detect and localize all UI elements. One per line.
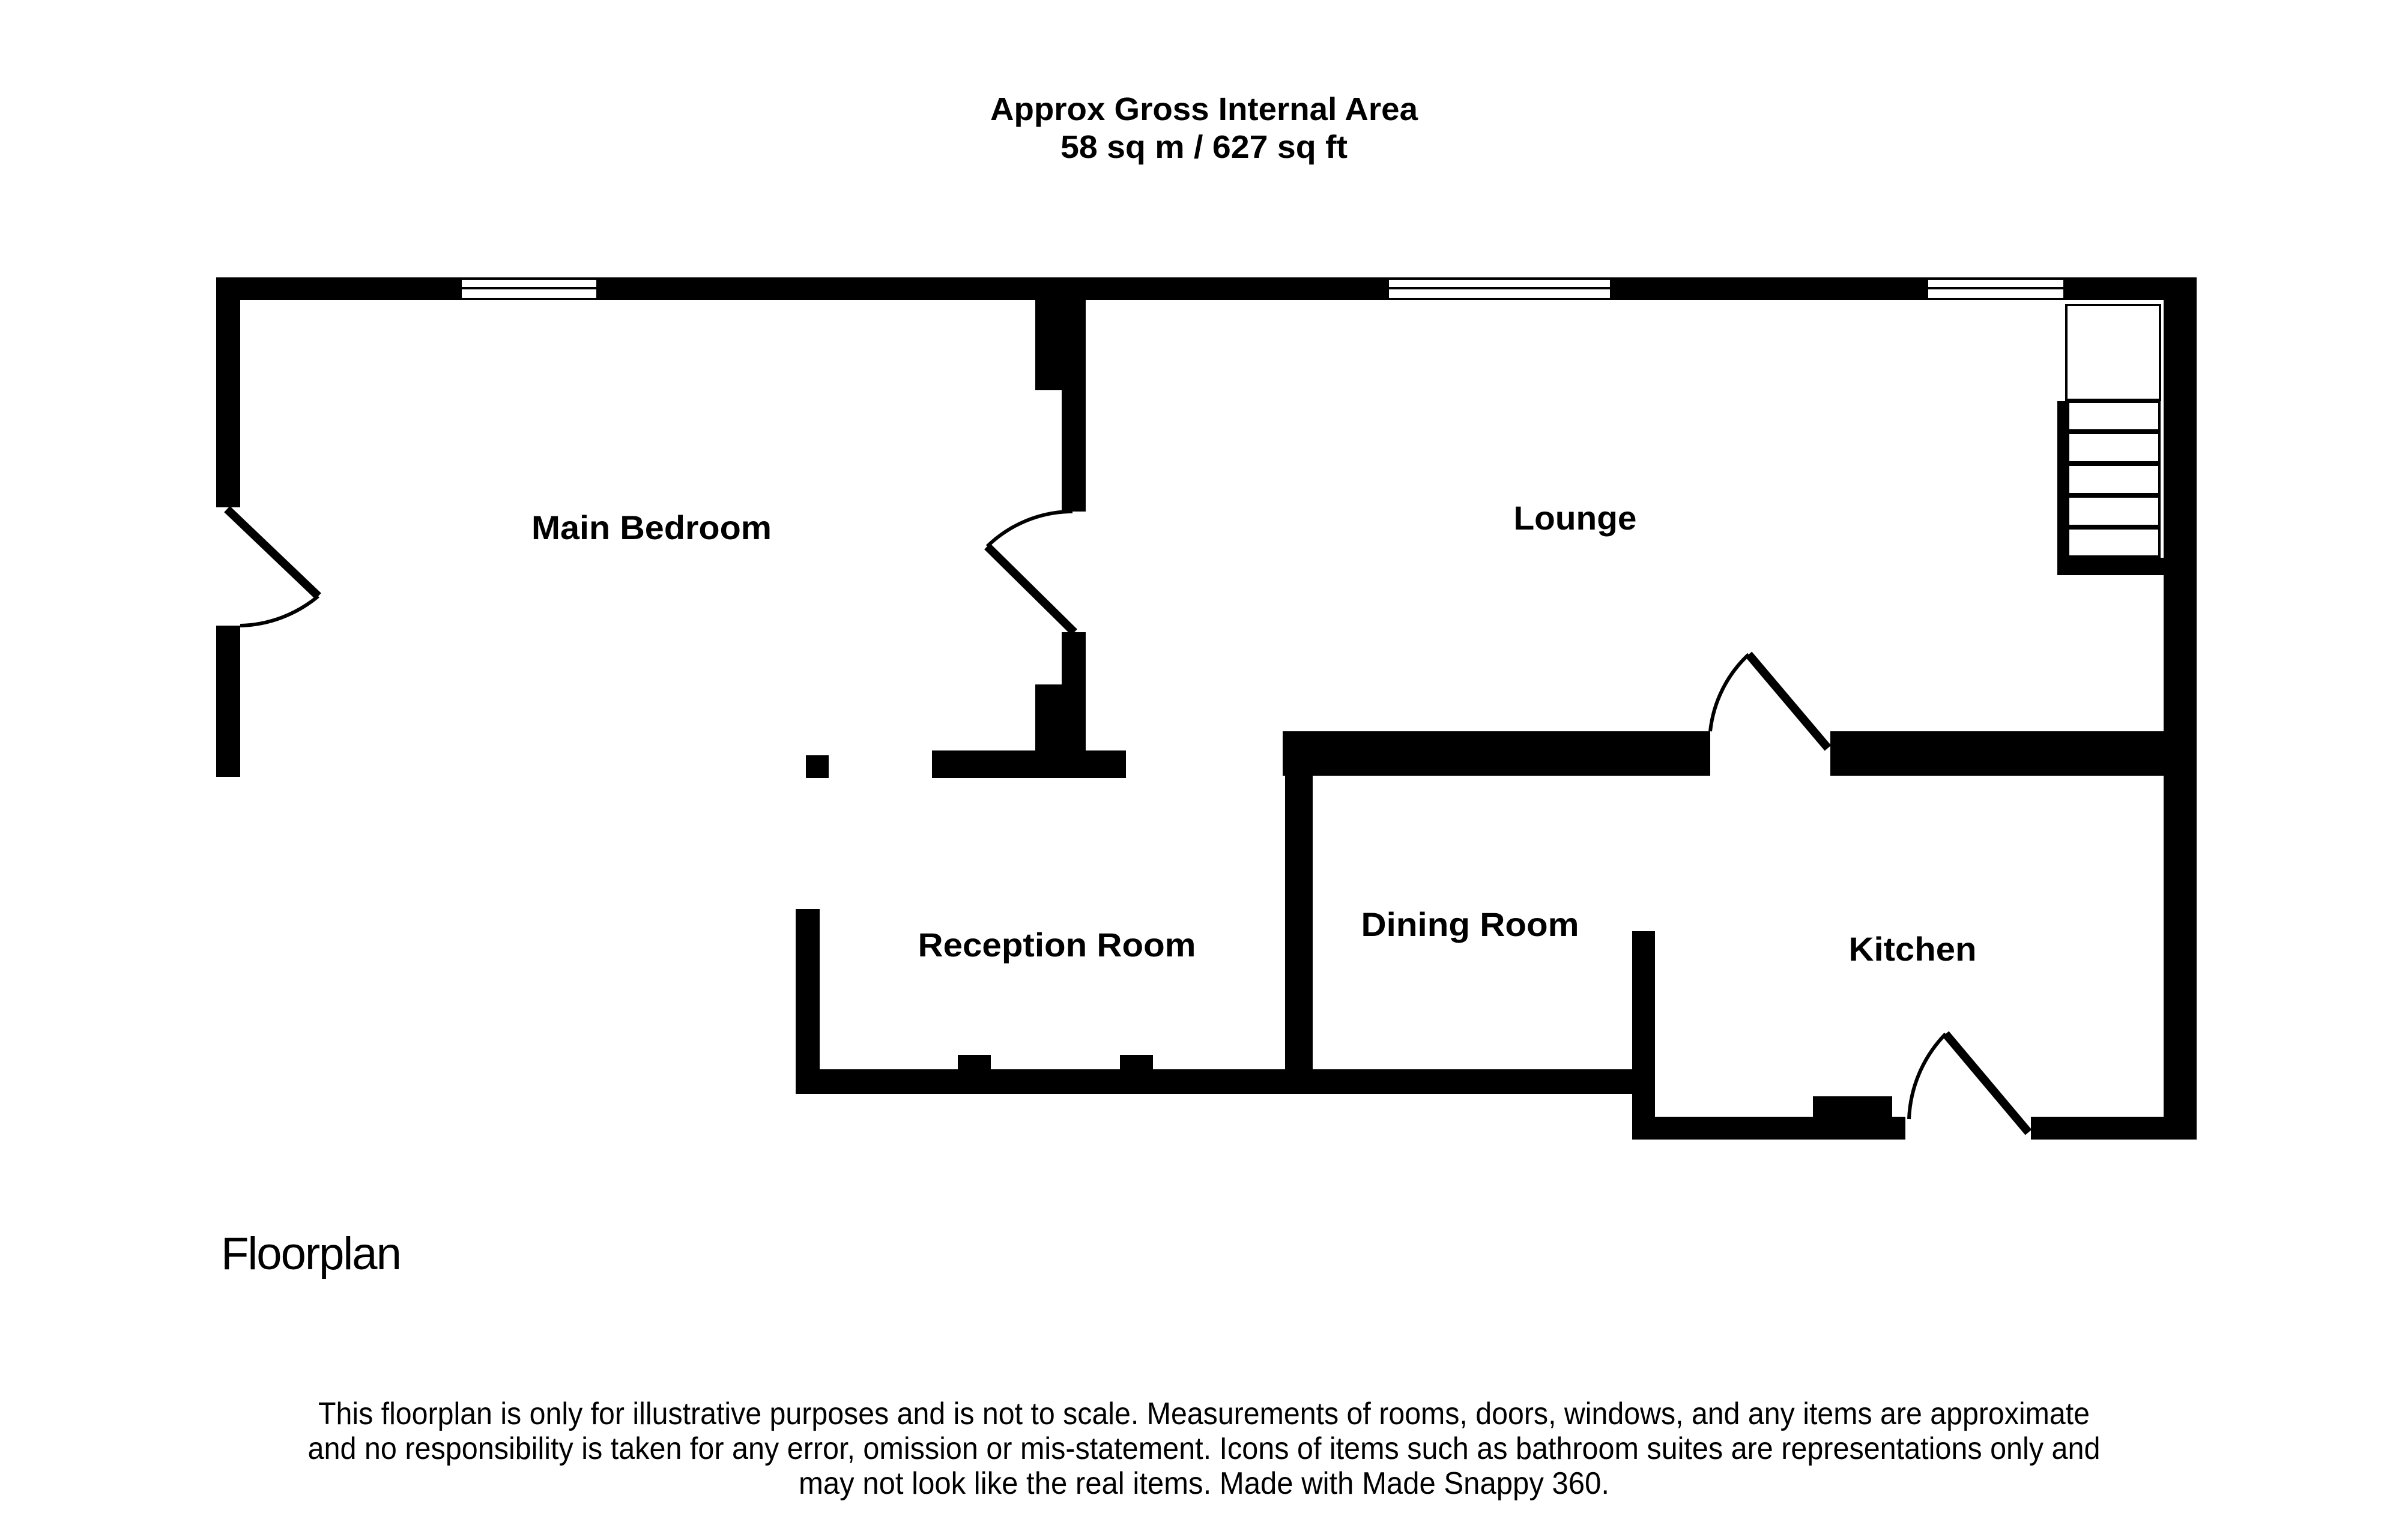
title-block	[990, 91, 1418, 165]
wall-left-lower	[216, 626, 240, 777]
window-icon	[1928, 280, 2063, 298]
disclaimer-line-2: and no responsibility is taken for any error, omission or mis-statement. Icons of items such as bathroom suites are representations only and	[307, 1431, 2101, 1466]
room-label-main-bedroom: Main Bedroom	[531, 509, 772, 546]
wall-partition-top-narrow	[1062, 390, 1086, 512]
stairs-icon	[2066, 305, 2160, 557]
stair-tread	[2068, 497, 2159, 526]
wall-partition-bottom-narrow	[1062, 632, 1086, 684]
wall-kitchen-bump	[1813, 1096, 1892, 1117]
wall-lounge-bottom-left	[1283, 731, 1710, 776]
disclaimer-line-1: This floorplan is only for illustrative purposes and is not to scale. Measurements of rooms, doors, windows, and any items are approximate	[318, 1397, 2090, 1431]
room-labels	[531, 499, 1977, 968]
title-line1: Approx Gross Internal Area	[990, 91, 1418, 127]
window-icon	[1389, 280, 1610, 298]
wall-reception-bump-2	[1120, 1055, 1153, 1069]
wall-stairs-left-strip	[2057, 401, 2067, 558]
stair-tread	[2068, 465, 2159, 494]
stair-landing	[2066, 305, 2160, 400]
lounge-kitchen-door-swing-icon	[1710, 654, 1828, 748]
window-icon	[462, 280, 596, 298]
wall-left-upper	[216, 277, 240, 507]
stair-tread	[2068, 528, 2159, 557]
wall-kitchen-bottom-right	[2031, 1117, 2164, 1140]
room-label-kitchen: Kitchen	[1848, 930, 1977, 968]
walls	[216, 277, 2197, 1140]
stair-tread	[2068, 433, 2159, 462]
wall-dining-kitchen-divider	[1632, 931, 1655, 1140]
disclaimer-line-3: may not look like the real items. Made with Made Snappy 360.	[799, 1466, 1609, 1501]
wall-bedroom-bottom	[932, 750, 1126, 778]
wall-stub-square	[806, 755, 829, 778]
wall-kitchen-bottom-left	[1632, 1117, 1905, 1140]
stair-tread	[2068, 402, 2159, 430]
wall-reception-bottom	[796, 1069, 1655, 1094]
wall-lounge-bottom-right	[1830, 731, 2164, 776]
front-door-swing-icon	[227, 509, 318, 626]
wall-stairs-bottom-bar	[2057, 558, 2197, 575]
wall-reception-left	[796, 909, 820, 1094]
wall-reception-bump-1	[958, 1055, 991, 1069]
disclaimer	[308, 1397, 2101, 1501]
bedroom-door-swing-icon	[987, 512, 1074, 632]
doors	[227, 509, 2028, 1132]
room-label-dining-room: Dining Room	[1361, 905, 1579, 943]
wall-partition-top-wide	[1035, 300, 1086, 390]
kitchen-external-door-swing-icon	[1909, 1034, 2028, 1132]
wall-right	[2164, 277, 2197, 1140]
floorplan-caption: Floorplan	[221, 1228, 401, 1279]
room-label-lounge: Lounge	[1513, 499, 1637, 537]
room-label-reception-room: Reception Room	[918, 926, 1196, 964]
title-line2: 58 sq m / 627 sq ft	[1060, 129, 1348, 165]
wall-reception-dining-divider	[1285, 776, 1313, 1094]
